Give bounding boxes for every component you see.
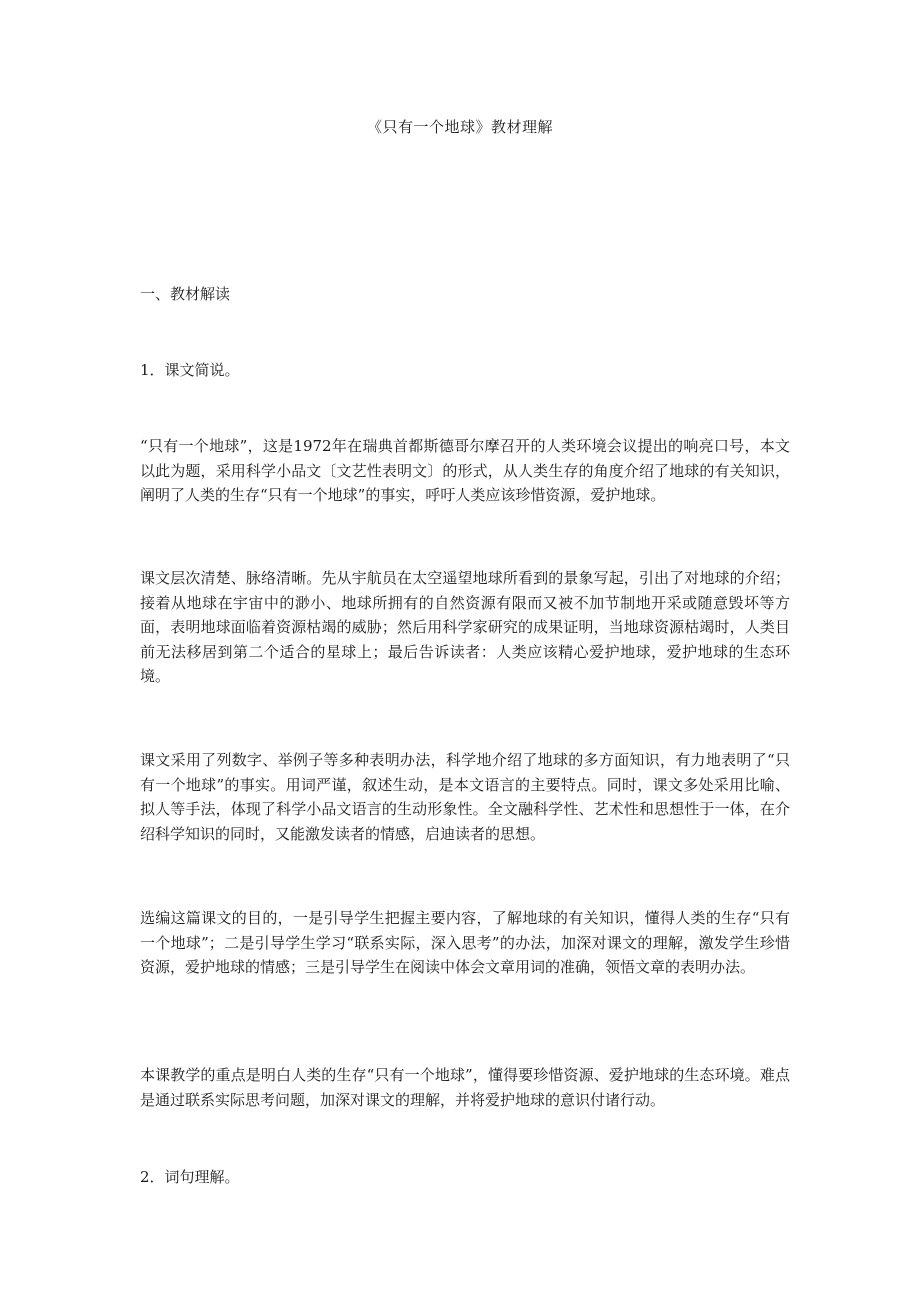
section-heading: 一、教材解读 — [140, 285, 231, 303]
paragraph-goals: 选编这篇课文的目的，一是引导学生把握主要内容，了解地球的有关知识，懂得人类的生存“只有一个地球”；二是引导学生学习“联系实际，深入思考”的办法，加深对课文的理解，激发学生珍惜资源，爱护地球的情感；三是引导学生在阅读中体会文章用词的准确，领悟文章的表明办法。 — [140, 909, 790, 976]
sub-heading-word-understanding: 2．词句理解。 — [140, 1168, 240, 1186]
sub-heading-text-overview: 1．课文简说。 — [140, 361, 240, 379]
document-title: 《只有一个地球》教材理解 — [366, 118, 553, 136]
paragraph-structure: 课文层次清楚、脉络清晰。先从宇航员在太空遥望地球所看到的景象写起，引出了对地球的介绍；接着从地球在宇宙中的渺小、地球所拥有的自然资源有限而又被不加节制地开采或随意毁坏等方面，表明地球面临着资源枯竭的威胁；然后用科学家研究的成果证明，当地球资源枯竭时，人类目前无法移居到第二个适合的星球上；最后告诉读者：人类应该精心爱护地球，爱护地球的生态环境。 — [140, 569, 790, 685]
paragraph-methods: 课文采用了列数字、举例子等多种表明办法，科学地介绍了地球的多方面知识，有力地表明了“只有一个地球”的事实。用词严谨，叙述生动，是本文语言的主要特点。同时，课文多处采用比喻、拟人等手法，体现了科学小品文语言的生动形象性。全文融科学性、艺术性和思想性于一体，在介绍科学知识的同时，又能激发读者的情感，启迪读者的思想。 — [140, 751, 790, 843]
paragraph-intro: “只有一个地球”，这是1972年在瑞典首都斯德哥尔摩召开的人类环境会议提出的响亮口号，本文以此为题，采用科学小品文〔文艺性表明文〕的形式，从人类生存的角度介绍了地球的有关知识，阐明了人类的生存“只有一个地球”的事实，呼吁人类应该珍惜资源，爱护地球。 — [140, 437, 790, 504]
paragraph-key-points: 本课教学的重点是明白人类的生存“只有一个地球”，懂得要珍惜资源、爱护地球的生态环境。难点是通过联系实际思考问题，加深对课文的理解，并将爱护地球的意识付诸行动。 — [140, 1066, 790, 1109]
